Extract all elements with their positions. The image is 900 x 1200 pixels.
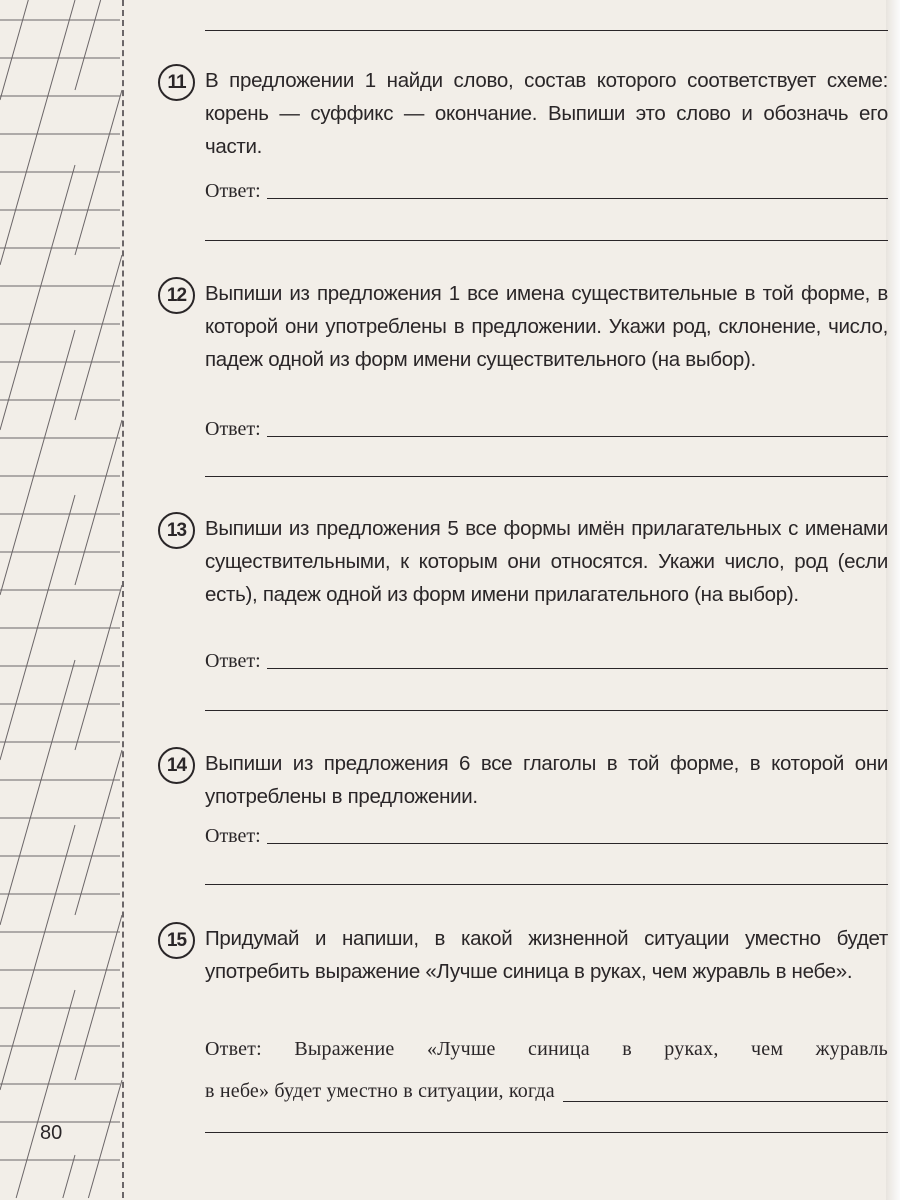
margin-diagonal bbox=[75, 750, 122, 915]
margin-diagonal bbox=[75, 255, 122, 420]
margin-diagonal bbox=[75, 0, 101, 90]
cut-line bbox=[122, 0, 124, 1198]
margin-diagonal bbox=[16, 990, 75, 1198]
answer-field[interactable] bbox=[205, 418, 888, 441]
question-number: 11 bbox=[158, 64, 195, 101]
margin-diagonal bbox=[0, 0, 28, 100]
question-text: Выпиши из предложения 1 все имена существительные в той форме, в которой они употреблены в предложении. Укажи род, склонение, число, падеж одной из форм имени существительного (на выбор). bbox=[205, 282, 888, 371]
answer-line[interactable] bbox=[205, 884, 888, 885]
answer-label: Ответ: bbox=[205, 180, 261, 202]
question-11 bbox=[158, 64, 888, 163]
margin-diagonal bbox=[0, 495, 75, 760]
answer-line[interactable] bbox=[205, 710, 888, 711]
margin-diagonal bbox=[75, 915, 122, 1080]
question-text: В предложении 1 найди слово, состав которого соответствует схеме: корень — суффикс — окончание. Выпиши это слово и обозначь его части. bbox=[205, 69, 888, 158]
answer-text-line2: в небе» будет уместно в ситуации, когда bbox=[205, 1080, 555, 1102]
answer-line[interactable] bbox=[205, 240, 888, 241]
margin-diagonal bbox=[0, 825, 75, 1090]
margin-diagonal bbox=[0, 0, 75, 265]
question-14 bbox=[158, 747, 888, 813]
question-number: 15 bbox=[158, 922, 195, 959]
margin-diagonal bbox=[88, 1080, 122, 1198]
question-text: Выпиши из предложения 5 все формы имён прилагательных с именами существительными, к которым они относятся. Укажи число, род (если есть), падеж одной из форм имени прилагательного (на выбор). bbox=[205, 517, 888, 606]
page-edge bbox=[886, 0, 900, 1200]
margin-diagonal bbox=[63, 1155, 75, 1198]
margin-diagonal bbox=[75, 420, 122, 585]
margin-diagonal bbox=[75, 585, 122, 750]
answer-line[interactable] bbox=[205, 476, 888, 477]
margin-diagonal bbox=[0, 165, 75, 430]
question-number: 14 bbox=[158, 747, 195, 784]
answer-label: Ответ: bbox=[205, 650, 261, 672]
answer-label: Ответ: bbox=[205, 825, 261, 847]
question-13 bbox=[158, 512, 888, 611]
question-number: 12 bbox=[158, 277, 195, 314]
page-number: 80 bbox=[40, 1122, 63, 1144]
answer-field[interactable] bbox=[205, 650, 888, 673]
answer-line[interactable] bbox=[205, 1132, 888, 1133]
question-text: Выпиши из предложения 6 все глаголы в той форме, в которой они употреблены в предложении. bbox=[205, 752, 888, 808]
answer-field[interactable] bbox=[205, 1028, 888, 1112]
question-text: Придумай и напиши, в какой жизненной ситуации уместно будет употребить выражение «Лучше синица в руках, чем журавль в небе». bbox=[205, 927, 888, 983]
question-number: 13 bbox=[158, 512, 195, 549]
margin-diagonal bbox=[0, 660, 75, 925]
answer-field[interactable] bbox=[205, 180, 888, 203]
page-margin-lines bbox=[0, 0, 125, 1200]
answer-text-line1: Ответ: Выражение «Лучше синица в руках, чем журавль bbox=[205, 1038, 888, 1060]
answer-line bbox=[205, 30, 888, 31]
question-15 bbox=[158, 922, 888, 988]
answer-label: Ответ: bbox=[205, 418, 261, 440]
margin-diagonal bbox=[0, 330, 75, 595]
question-12 bbox=[158, 277, 888, 376]
answer-field[interactable] bbox=[205, 825, 888, 848]
